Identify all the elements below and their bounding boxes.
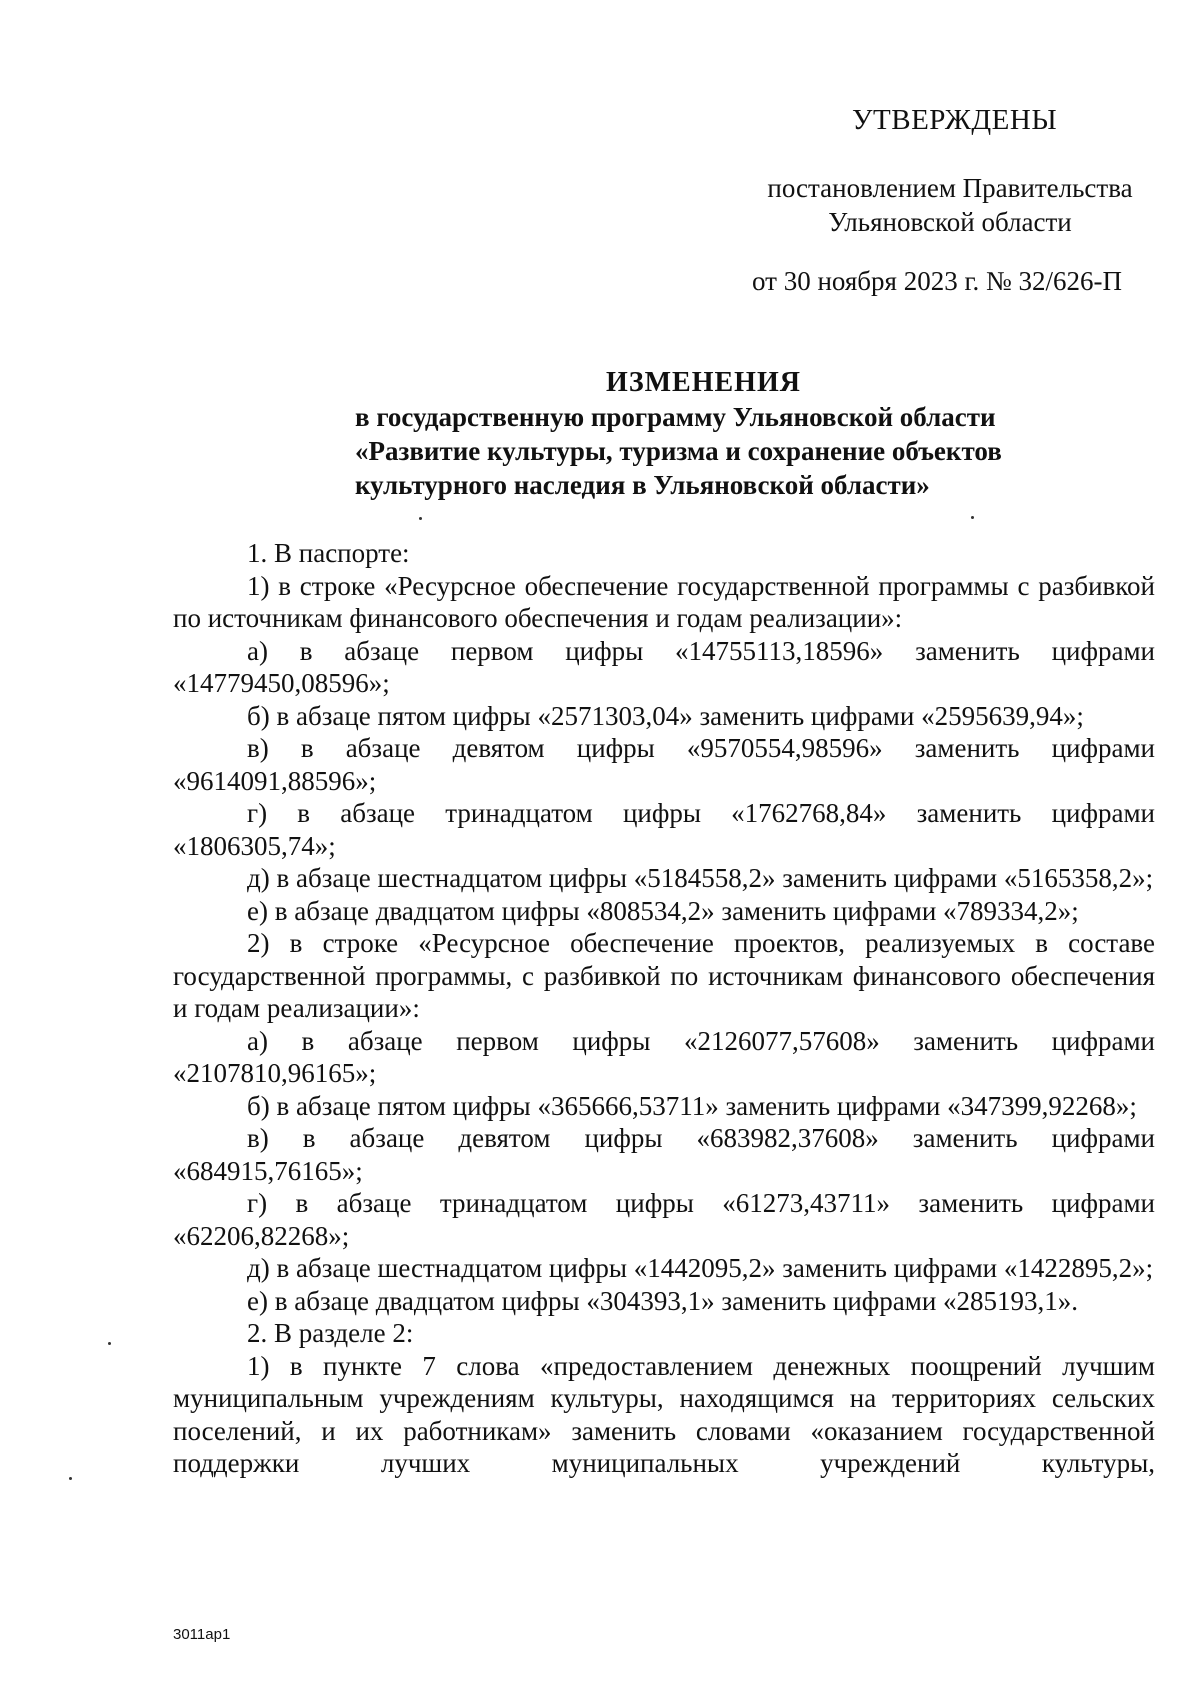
paragraph: г) в абзаце тринадцатом цифры «61273,43711» заменить цифрами «62206,82268»;	[173, 1188, 1155, 1251]
paragraph: 2) в строке «Ресурсное обеспечение проектов, реализуемых в составе государственной программы, с разбивкой по источникам финансового обеспечения и годам реализации»:	[173, 928, 1155, 1023]
approval-title: УТВЕРЖДЕНЫ	[852, 104, 1058, 136]
scan-speck	[69, 1477, 72, 1480]
scan-speck	[108, 1342, 111, 1345]
paragraph: в) в абзаце девятом цифры «9570554,98596» заменить цифрами «9614091,88596»;	[173, 733, 1155, 796]
approval-authority	[740, 171, 1160, 239]
paragraph: 1. В паспорте:	[247, 538, 410, 568]
paragraph: д) в абзаце шестнадцатом цифры «1442095,2» заменить цифрами «1422895,2»;	[247, 1253, 1154, 1283]
paragraph: 2. В разделе 2:	[247, 1318, 414, 1348]
paragraph: д) в абзаце шестнадцатом цифры «5184558,2» заменить цифрами «5165358,2»;	[247, 863, 1154, 893]
paragraph: г) в абзаце тринадцатом цифры «1762768,84» заменить цифрами «1806305,74»;	[173, 798, 1155, 861]
heading-line-3: культурного наследия в Ульяновской области»	[355, 470, 930, 500]
heading-title: ИЗМЕНЕНИЯ	[606, 367, 801, 398]
document-heading	[355, 366, 1062, 502]
paragraph: б) в абзаце пятом цифры «365666,53711» заменить цифрами «347399,92268»;	[247, 1090, 1137, 1121]
paragraph: б) в абзаце пятом цифры «2571303,04» заменить цифрами «2595639,94»;	[247, 700, 1084, 731]
approval-date: от 30 ноября 2023 г. № 32/626-П	[752, 266, 1122, 296]
paragraph: в) в абзаце девятом цифры «683982,37608» заменить цифрами «684915,76165»;	[173, 1123, 1155, 1186]
scan-speck	[971, 516, 974, 519]
paragraph: 1) в пункте 7 слова «предоставлением денежных поощрений лучшим муниципальным учреждениям культуры, находящимся на территориях сельских поселений, и их работникам» заменить словами «оказанием государственной поддержки лучших муниципальных учреждений культуры,	[173, 1350, 1155, 1478]
approval-line-2: Ульяновской области	[828, 207, 1072, 237]
footer-code: 3011ap1	[173, 1626, 231, 1643]
approval-line-1: постановлением Правительства	[767, 173, 1133, 203]
paragraph: е) в абзаце двадцатом цифры «808534,2» заменить цифрами «789334,2»;	[247, 895, 1079, 926]
scan-speck	[419, 517, 422, 520]
heading-line-1: в государственную программу Ульяновской области	[355, 402, 996, 432]
paragraph: 1) в строке «Ресурсное обеспечение государственной программы с разбивкой по источникам финансового обеспечения и годам реализации»:	[173, 570, 1155, 633]
paragraph: е) в абзаце двадцатом цифры «304393,1» заменить цифрами «285193,1».	[247, 1285, 1079, 1316]
heading-line-2: «Развитие культуры, туризма и сохранение объектов	[355, 436, 1002, 466]
document-body	[173, 537, 1155, 1480]
paragraph: а) в абзаце первом цифры «14755113,18596» заменить цифрами «14779450,08596»;	[173, 635, 1155, 698]
paragraph: а) в абзаце первом цифры «2126077,57608» заменить цифрами «2107810,96165»;	[173, 1025, 1155, 1088]
